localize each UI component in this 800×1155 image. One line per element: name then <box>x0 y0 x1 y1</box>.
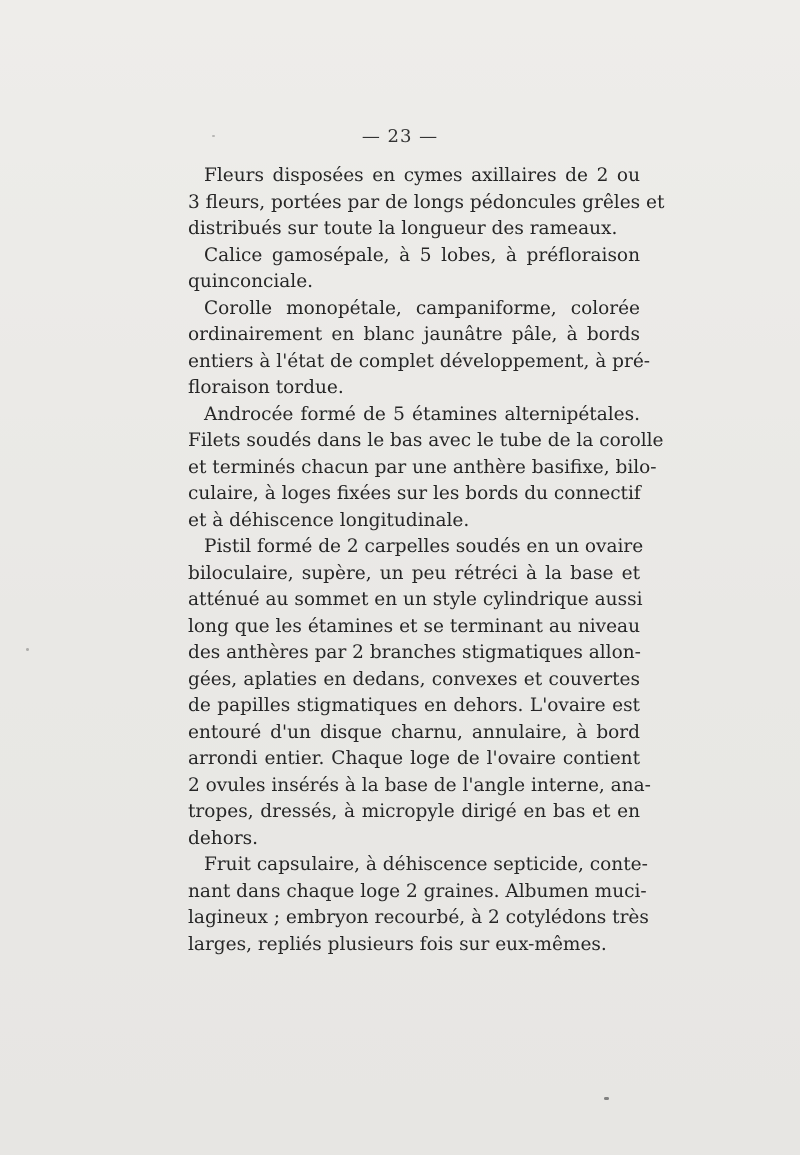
text-line: Fleurs disposées en cymes axillaires de 2 ou <box>204 165 640 186</box>
paragraph <box>188 163 665 243</box>
text-line: Androcée formé de 5 étamines alternipétales. <box>204 403 640 425</box>
text-line: Filets soudés dans le bas avec le tube de la corolle <box>188 430 664 451</box>
page-number: — 23 — <box>361 126 439 147</box>
text-line: larges, repliés plusieurs fois sur eux-mêmes. <box>188 933 607 955</box>
body-text <box>188 163 665 958</box>
text-line: 2 ovules insérés à la base de l'angle interne, ana- <box>188 774 651 796</box>
text-line: biloculaire, supère, un peu rétréci à la base et <box>188 562 640 584</box>
ink-speck <box>26 648 29 651</box>
text-line: entouré d'un disque charnu, annulaire, à bord <box>188 721 640 743</box>
ink-speck <box>604 1097 609 1100</box>
text-line: des anthères par 2 branches stigmatiques allon- <box>188 642 641 663</box>
text-line: Corolle monopétale, campaniforme, colorée <box>204 297 640 319</box>
ink-speck <box>212 135 215 137</box>
text-line: et terminés chacun par une anthère basifixe, bilo- <box>188 456 657 478</box>
paragraph <box>188 534 651 852</box>
text-line: arrondi entier. Chaque loge de l'ovaire contient <box>188 748 640 769</box>
text-line: Pistil formé de 2 carpelles soudés en un ovaire <box>204 536 644 557</box>
text-line: 3 fleurs, portées par de longs pédoncules grêles et <box>188 191 665 213</box>
paragraph <box>188 296 651 402</box>
text-line: Fruit capsulaire, à déhiscence septicide, conte- <box>204 854 648 875</box>
text-line: Calice gamosépale, à 5 lobes, à préfloraison <box>204 244 640 266</box>
text-line: et à déhiscence longitudinale. <box>188 509 470 531</box>
paragraph <box>188 852 649 958</box>
text-line: culaire, à loges fixées sur les bords du connectif <box>188 483 641 504</box>
paragraph <box>188 243 640 296</box>
text-line: atténué au sommet en un style cylindrique aussi <box>188 589 643 610</box>
text-line: lagineux ; embryon recourbé, à 2 cotylédons très <box>188 907 649 928</box>
text-line: entiers à l'état de complet développement, à pré- <box>188 350 651 372</box>
text-line: ordinairement en blanc jaunâtre pâle, à bords <box>188 324 640 345</box>
text-line: dehors. <box>188 827 259 849</box>
text-line: quinconciale. <box>188 271 314 292</box>
text-line: floraison tordue. <box>188 377 344 398</box>
text-line: distribués sur toute la longueur des rameaux. <box>188 218 618 239</box>
text-line: gées, aplaties en dedans, convexes et couvertes <box>188 668 640 690</box>
text-line: tropes, dressés, à micropyle dirigé en bas et en <box>188 801 640 822</box>
text-line: nant dans chaque loge 2 graines. Albumen muci- <box>188 880 647 902</box>
text-line: long que les étamines et se terminant au niveau <box>188 615 640 637</box>
paragraph <box>188 402 664 535</box>
text-line: de papilles stigmatiques en dehors. L'ovaire est <box>188 695 640 716</box>
